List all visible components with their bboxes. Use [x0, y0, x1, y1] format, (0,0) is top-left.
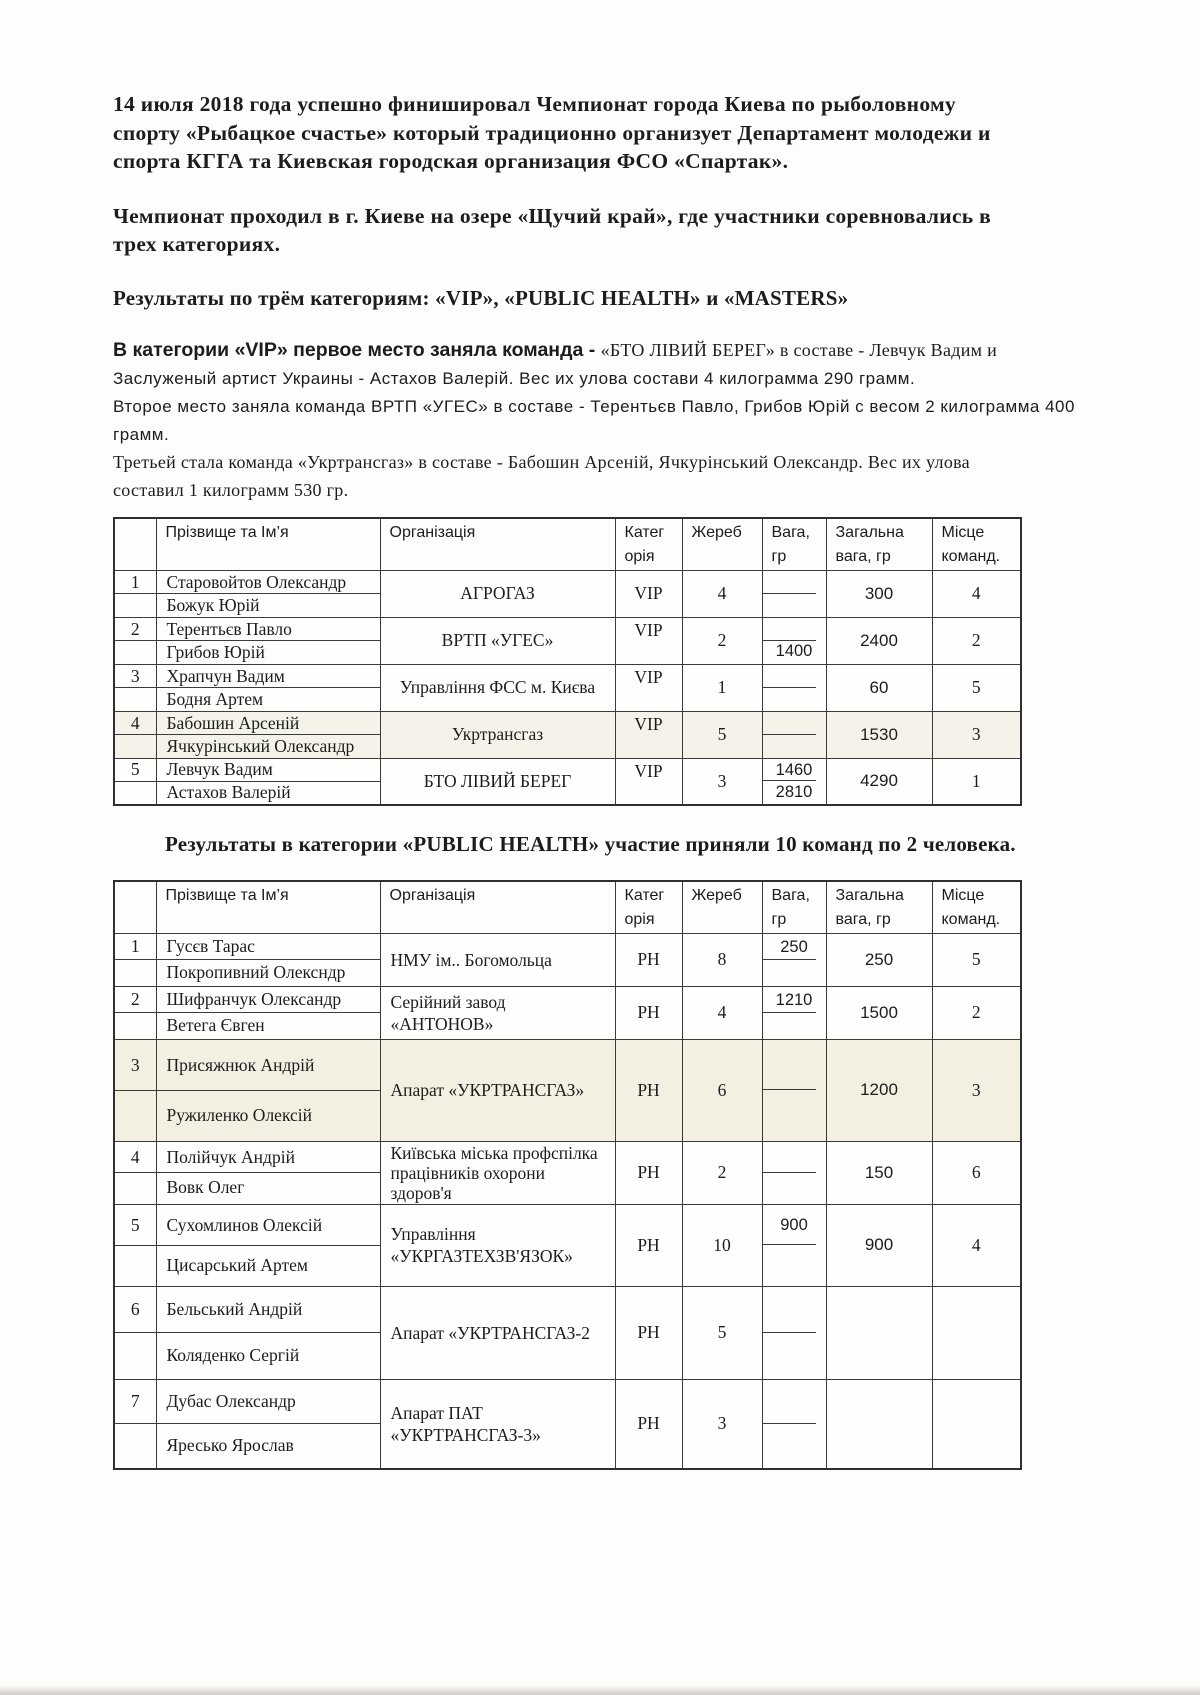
weight-value	[763, 1288, 826, 1333]
header-total-weight: Загальна вага, гр	[826, 881, 932, 933]
organization: Управління ФСС м. Києва	[380, 664, 615, 711]
category-cell: VIP	[615, 711, 682, 758]
weight-value	[763, 688, 826, 710]
draw-number: 3	[682, 758, 762, 805]
participant-name: Покропивний Олексндр	[166, 961, 346, 982]
row-number: 5	[115, 759, 156, 782]
weight-value	[763, 594, 826, 616]
weight-value	[763, 1424, 826, 1467]
team-place: 4	[932, 570, 1021, 617]
team-place: 4	[932, 1204, 1021, 1286]
header-organization: Організація	[380, 518, 615, 570]
draw-number: 4	[682, 570, 762, 617]
weight-value	[763, 666, 826, 688]
category-cell: РН	[615, 1141, 682, 1204]
organization: Київська міська профспілка працівників охорони здоров'я	[380, 1141, 615, 1204]
team-place	[932, 1286, 1021, 1379]
participant-name: Божук Юрій	[166, 594, 260, 615]
organization: АГРОГАЗ	[380, 570, 615, 617]
header-team-place: Місце команд.	[932, 881, 1021, 933]
participant-name: Грибов Юрій	[166, 641, 265, 662]
page-bottom-edge	[0, 1685, 1200, 1695]
weight-value: 250	[763, 935, 826, 960]
total-weight: 300	[826, 570, 932, 617]
weight-value	[763, 619, 826, 641]
weight-value: 900	[763, 1206, 826, 1245]
participant-name: Гусєв Тарас	[157, 935, 380, 961]
weight-value: 1400	[775, 642, 813, 660]
participant-name: Астахов Валерій	[166, 782, 291, 803]
total-weight: 900	[826, 1204, 932, 1286]
intro-block	[113, 90, 1095, 505]
participant-name: Шифранчук Олександр	[157, 988, 380, 1014]
weight-value: 2810	[775, 782, 813, 801]
header-team-place: Місце команд.	[932, 518, 1021, 570]
total-weight: 250	[826, 933, 932, 986]
header-category: Катег орія	[615, 518, 682, 570]
participant-name: Вовк Олег	[166, 1177, 245, 1198]
row-number: 6	[115, 1288, 156, 1334]
draw-number: 2	[682, 617, 762, 664]
header-name: Прізвище та Ім’я	[156, 881, 380, 933]
team-place: 2	[932, 986, 1021, 1039]
draw-number: 5	[682, 711, 762, 758]
weight-value	[763, 1041, 826, 1090]
vip-summary-lead: В категории «VIP» первое место заняла команда -	[113, 338, 601, 361]
ph-results-table	[113, 880, 1022, 1470]
total-weight: 4290	[826, 758, 932, 805]
table-row	[114, 570, 1021, 617]
table-row	[114, 1039, 1021, 1141]
category-cell: VIP	[615, 664, 682, 711]
total-weight: 60	[826, 664, 932, 711]
organization: Апарат «УКРТРАНСГАЗ-2	[380, 1286, 615, 1379]
vip-results-table	[113, 517, 1022, 806]
participant-name: Коляденко Сергій	[166, 1344, 300, 1365]
category-cell: VIP	[615, 617, 682, 664]
draw-number: 2	[682, 1141, 762, 1204]
organization: НМУ ім.. Богомольца	[380, 933, 615, 986]
category-cell: РН	[615, 1039, 682, 1141]
total-weight: 1530	[826, 711, 932, 758]
weight-value: 1210	[763, 988, 826, 1013]
weight-value	[763, 1013, 826, 1038]
table-row	[114, 1141, 1021, 1204]
participant-name: Дубас Олександр	[157, 1380, 380, 1424]
header-empty	[114, 518, 156, 570]
participant-name: Старовойтов Олександр	[157, 571, 380, 594]
weight-value	[763, 1333, 826, 1378]
row-number: 7	[115, 1380, 156, 1424]
row-number: 4	[115, 712, 156, 735]
table-row	[114, 664, 1021, 711]
header-category: Катег орія	[615, 881, 682, 933]
total-weight: 1500	[826, 986, 932, 1039]
organization: Апарат «УКРТРАНСГАЗ»	[380, 1039, 615, 1141]
draw-number: 3	[682, 1379, 762, 1469]
weight-value	[763, 960, 826, 985]
table-row	[114, 711, 1021, 758]
header-weight: Вага, гр	[762, 881, 826, 933]
row-number: 2	[115, 988, 156, 1014]
category-cell: РН	[615, 986, 682, 1039]
participant-name: Бабошин Арсеній	[157, 712, 380, 735]
category-cell: РН	[615, 1286, 682, 1379]
header-draw: Жереб	[682, 881, 762, 933]
header-draw: Жереб	[682, 518, 762, 570]
team-place: 5	[932, 933, 1021, 986]
header-total-weight: Загальна вага, гр	[826, 518, 932, 570]
participant-name: Сухомлинов Олексій	[157, 1206, 380, 1246]
table-row	[114, 1286, 1021, 1379]
organization: Серійний завод «АНТОНОВ»	[380, 986, 615, 1039]
organization: Апарат ПАТ «УКРТРАНСГАЗ-3»	[380, 1379, 615, 1469]
draw-number: 8	[682, 933, 762, 986]
participant-name: Цисарський Артем	[166, 1254, 309, 1275]
participant-name: Ячкурінський Олександр	[166, 735, 355, 756]
category-cell: РН	[615, 1204, 682, 1286]
draw-number: 4	[682, 986, 762, 1039]
category-cell: РН	[615, 1379, 682, 1469]
row-number: 5	[115, 1206, 156, 1246]
participant-name: Храпчун Вадим	[157, 665, 380, 688]
category-cell: РН	[615, 933, 682, 986]
table-header-row	[114, 518, 1021, 570]
weight-value: 1460	[763, 759, 826, 781]
weight-value	[763, 1090, 826, 1139]
table-row	[114, 933, 1021, 986]
table-row	[114, 617, 1021, 664]
header-organization: Організація	[380, 881, 615, 933]
table-row	[114, 986, 1021, 1039]
row-number: 3	[115, 1041, 156, 1091]
team-place: 3	[932, 711, 1021, 758]
weight-value	[763, 572, 826, 594]
vip-results-summary: В категории «VIP» первое место заняла команда - «БТО ЛІВИЙ БЕРЕГ» в составе - Левчук Вадим и Заслуженый артист Украины - Астахов Валерій. Вес их улова состави 4 килограмма 290 грамм. Второе место заняла команда ВРТП «УГЕС» в составе - Терентьєв Павло, Грибов Юрій с весом 2 килограмма 400 грамм. Третьей стала команда «Укртрансгаз» в составе - Бабошин Арсеній, Ячкурінський Олександр. Вес их улова составил 1 килограмм 530 гр.	[113, 338, 1075, 500]
weight-value	[763, 1173, 826, 1203]
total-weight: 2400	[826, 617, 932, 664]
header-weight: Вага, гр	[762, 518, 826, 570]
total-weight: 1200	[826, 1039, 932, 1141]
categories-results-heading: Результаты по трём категориям: «VIP», «PUBLIC HEALTH» и «MASTERS»	[113, 285, 849, 310]
team-place: 3	[932, 1039, 1021, 1141]
table-row	[114, 1204, 1021, 1286]
organization: Управління «УКРГАЗТЕХЗВ'ЯЗОК»	[380, 1204, 615, 1286]
table-row	[114, 758, 1021, 805]
row-number: 1	[115, 935, 156, 961]
team-place: 6	[932, 1141, 1021, 1204]
team-place: 5	[932, 664, 1021, 711]
total-weight	[826, 1379, 932, 1469]
weight-value	[763, 735, 826, 757]
participant-name: Ружиленко Олексій	[166, 1104, 313, 1125]
weight-value	[763, 1143, 826, 1173]
draw-number: 1	[682, 664, 762, 711]
organization: Укртрансгаз	[380, 711, 615, 758]
intro-paragraph-2: Чемпионат проходил в г. Киеве на озере «Щучий край», где участники соревновались в трех категориях.	[113, 203, 992, 256]
weight-value	[763, 1381, 826, 1424]
team-place: 2	[932, 617, 1021, 664]
draw-number: 6	[682, 1039, 762, 1141]
organization: ВРТП «УГЕС»	[380, 617, 615, 664]
participant-name: Бодня Артем	[166, 688, 264, 709]
intro-paragraph-1: 14 июля 2018 года успешно финишировал Чемпионат города Киева по рыболовному спорту «Рыбацкое счастье» который традиционно организует Департамент молодежи и спорта КГГА та Киевская городская организация ФСО «Спартак».	[113, 92, 991, 173]
draw-number: 10	[682, 1204, 762, 1286]
row-number: 1	[115, 571, 156, 594]
total-weight	[826, 1286, 932, 1379]
weight-value	[763, 1245, 826, 1284]
row-number: 3	[115, 665, 156, 688]
ph-results-heading: Результаты в категории «PUBLIC HEALTH» участие приняли 10 команд по 2 человека.	[165, 832, 1016, 856]
participant-name: Ветега Євген	[166, 1014, 265, 1035]
row-number: 2	[115, 618, 156, 641]
total-weight: 150	[826, 1141, 932, 1204]
header-name: Прізвище та Ім’я	[156, 518, 380, 570]
category-cell: VIP	[615, 758, 682, 805]
participant-name: Бельський Андрій	[157, 1288, 380, 1334]
participant-name: Яресько Ярослав	[166, 1435, 294, 1456]
team-place: 1	[932, 758, 1021, 805]
team-place	[932, 1379, 1021, 1469]
participant-name: Присяжнюк Андрій	[157, 1041, 380, 1091]
organization: БТО ЛІВИЙ БЕРЕГ	[380, 758, 615, 805]
draw-number: 5	[682, 1286, 762, 1379]
category-cell: VIP	[615, 570, 682, 617]
table-header-row	[114, 881, 1021, 933]
row-number: 4	[115, 1143, 156, 1174]
participant-name: Левчук Вадим	[157, 759, 380, 782]
participant-name: Полійчук Андрій	[157, 1143, 380, 1174]
participant-name: Терентьєв Павло	[157, 618, 380, 641]
table-row	[114, 1379, 1021, 1469]
header-empty	[114, 881, 156, 933]
weight-value	[763, 713, 826, 735]
